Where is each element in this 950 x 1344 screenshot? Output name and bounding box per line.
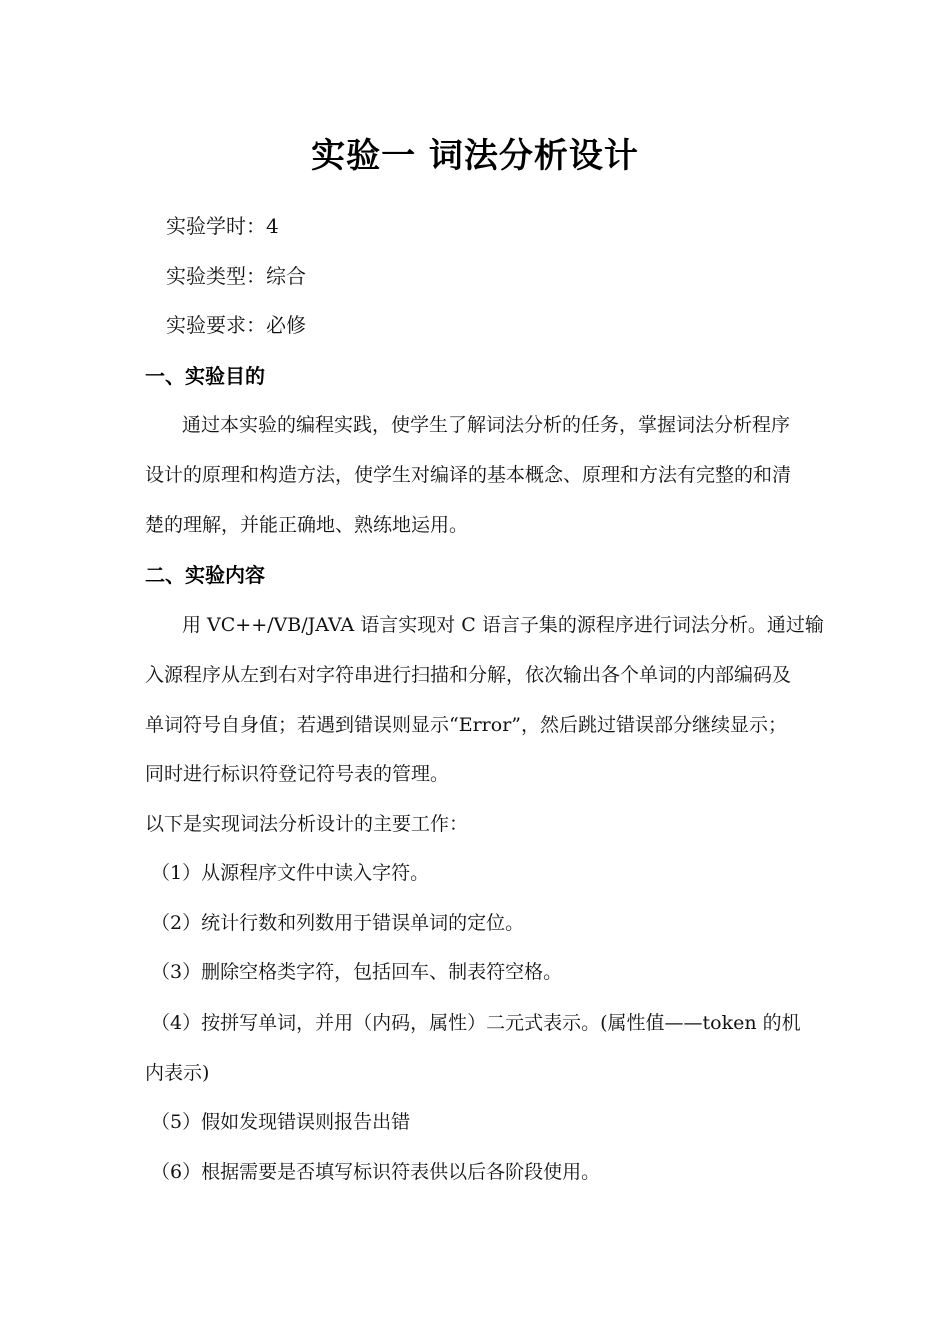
meta-hours: 实验学时：4	[166, 214, 279, 238]
purpose-line: 楚的理解，并能正确地、熟练地运用。	[145, 514, 469, 536]
work-item: （1）从源程序文件中读入字符。	[151, 862, 430, 884]
work-item: （4）按拼写单词，并用（内码，属性）二元式表示。(属性值——token 的机	[151, 1012, 801, 1034]
content-line: 入源程序从左到右对字符串进行扫描和分解，依次输出各个单词的内部编码及	[145, 664, 792, 686]
section-heading-content: 二、实验内容	[145, 563, 265, 587]
meta-requirement: 实验要求：必修	[166, 313, 306, 337]
document-title: 实验一 词法分析设计	[311, 136, 639, 176]
purpose-line: 通过本实验的编程实践，使学生了解词法分析的任务，掌握词法分析程序	[182, 414, 791, 436]
work-item: （6）根据需要是否填写标识符表供以后各阶段使用。	[151, 1161, 601, 1183]
work-item: （3）删除空格类字符，包括回车、制表符空格。	[151, 961, 563, 983]
work-item: （2）统计行数和列数用于错误单词的定位。	[151, 912, 525, 934]
work-intro: 以下是实现词法分析设计的主要工作：	[145, 813, 469, 835]
work-item: （5）假如发现错误则报告出错	[151, 1111, 411, 1133]
content-line: 同时进行标识符登记符号表的管理。	[145, 763, 450, 785]
work-item-continuation: 内表示)	[145, 1062, 210, 1084]
content-line: 单词符号自身值；若遇到错误则显示“Error”，然后跳过错误部分继续显示；	[145, 714, 787, 736]
content-line: 用 VC++/VB/JAVA 语言实现对 C 语言子集的源程序进行词法分析。通过输	[182, 614, 824, 636]
purpose-line: 设计的原理和构造方法，使学生对编译的基本概念、原理和方法有完整的和清	[145, 464, 792, 486]
section-heading-purpose: 一、实验目的	[145, 364, 265, 388]
meta-type: 实验类型：综合	[166, 264, 306, 288]
